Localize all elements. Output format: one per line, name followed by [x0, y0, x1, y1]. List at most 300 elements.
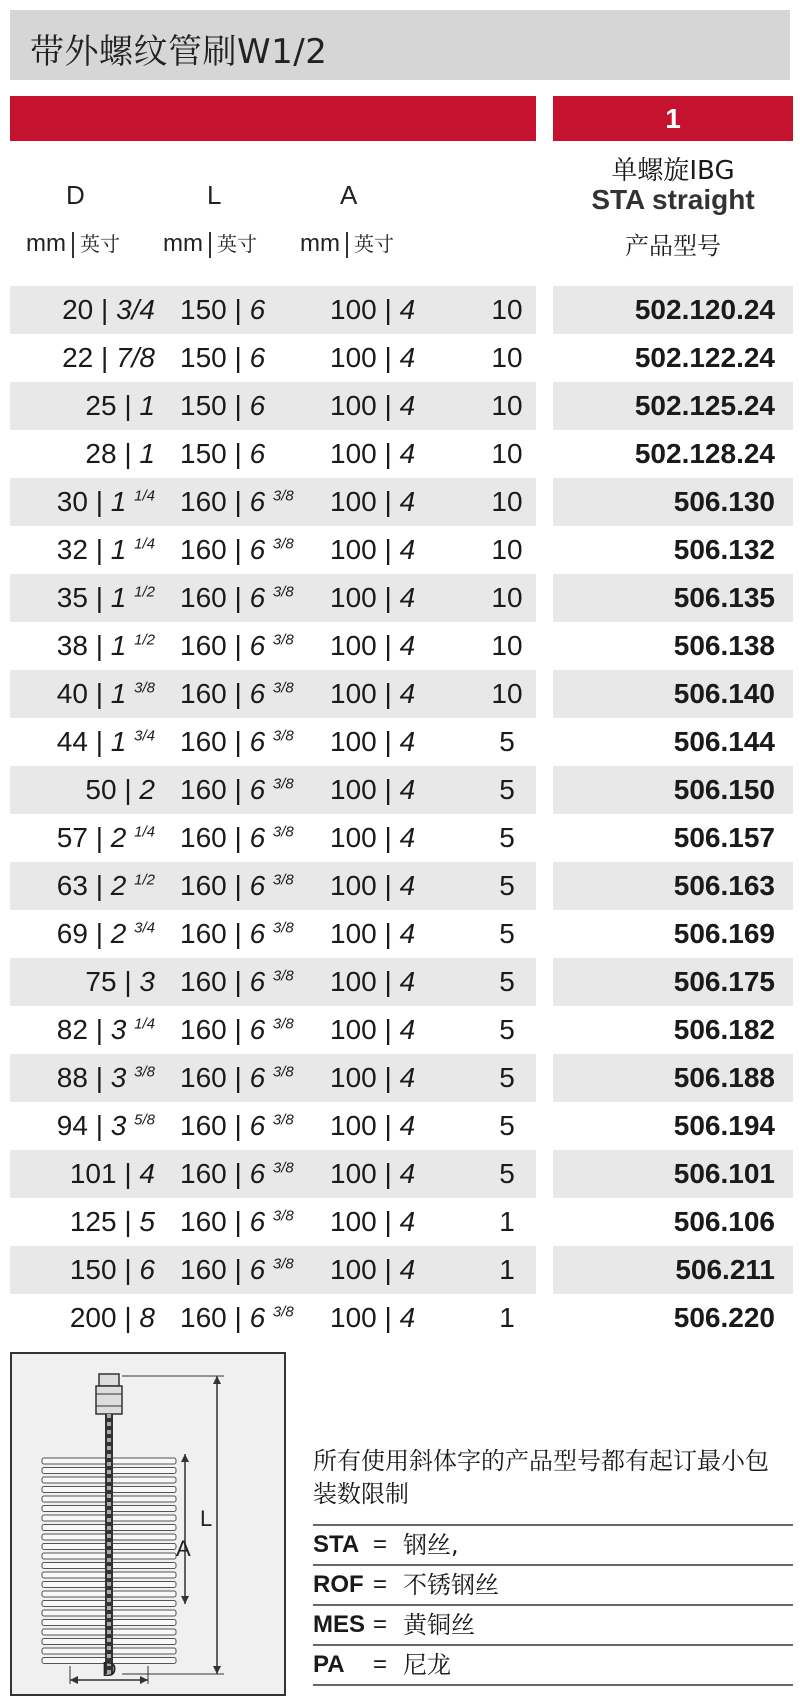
l-inch: 6 [249, 1206, 266, 1237]
l-inch-fraction: 3/8 [272, 727, 294, 745]
table-row [10, 574, 793, 622]
d-inch: 1 [139, 438, 155, 469]
l-mm: 160 [180, 822, 227, 853]
cell-d: 69 | 2 $^{3/4}$ [56, 918, 155, 949]
a-inch: 4 [399, 1302, 416, 1333]
cell-a: 100 | 4 [330, 678, 416, 709]
cell-a: 100 | 4 [330, 822, 416, 853]
header-d: D [66, 180, 85, 210]
cell-a: 100 | 4 [330, 630, 416, 661]
cell-qty: 10 [491, 438, 523, 469]
a-mm: 100 [330, 774, 377, 805]
a-mm: 100 [330, 534, 377, 565]
cell-qty: 10 [491, 678, 523, 709]
cell-qty: 10 [491, 582, 523, 613]
cell-part-number: 506.182 [673, 1014, 775, 1045]
table-row [10, 382, 793, 430]
a-mm: 100 [330, 870, 377, 901]
d-mm: 88 [56, 1062, 88, 1093]
cell-part-number: 506.138 [673, 630, 775, 661]
cell-part-number: 506.163 [673, 870, 775, 901]
legend-code: ROF [313, 1571, 364, 1598]
cell-d: 40 | 1 $^{3/8}$ [56, 678, 155, 709]
cell-qty: 10 [491, 630, 523, 661]
cell-qty: 5 [499, 966, 515, 997]
cell-a: 100 | 4 [330, 1158, 416, 1189]
header-right-line1: 单螺旋IBG [611, 156, 735, 186]
cell-part-number: 506.150 [673, 774, 775, 805]
unit-a [300, 228, 394, 258]
header-a: A [340, 180, 358, 210]
l-inch-fraction: 3/8 [272, 1303, 294, 1321]
cell-part-number: 506.132 [673, 534, 775, 565]
legend-code: MES [313, 1611, 366, 1638]
cell-d: 75 | 3 [85, 966, 155, 997]
a-inch: 4 [399, 486, 416, 517]
l-mm: 160 [180, 1254, 227, 1285]
l-inch-fraction: 3/8 [272, 775, 294, 793]
d-inch: 1 [110, 678, 127, 709]
cell-qty: 10 [491, 294, 523, 325]
l-mm: 160 [180, 1206, 227, 1237]
cell-qty: 10 [491, 390, 523, 421]
d-mm: 200 [69, 1302, 117, 1333]
cell-a: 100 | 4 [330, 1206, 416, 1237]
a-inch: 4 [399, 1254, 416, 1285]
cell-l: 150 | 6 [180, 342, 266, 373]
table-header-bar-right: 1 [553, 96, 793, 141]
d-mm: 57 [56, 822, 88, 853]
l-inch: 6 [249, 918, 266, 949]
table-row [10, 1102, 793, 1150]
a-mm: 100 [330, 486, 377, 517]
cell-a: 100 | 4 [330, 1014, 416, 1045]
unit-mm: mm [163, 230, 203, 257]
a-inch: 4 [399, 870, 416, 901]
cell-part-number: 506.140 [673, 678, 775, 709]
a-inch: 4 [399, 678, 416, 709]
cell-part-number: 506.169 [673, 918, 775, 949]
l-inch-fraction: 3/8 [272, 1111, 294, 1129]
cell-d: 28 | 1 [85, 438, 155, 469]
d-inch-fraction: 3/8 [134, 679, 155, 697]
a-inch: 4 [399, 1110, 416, 1141]
a-mm: 100 [330, 438, 377, 469]
a-inch: 4 [399, 1014, 416, 1045]
d-mm: 28 [85, 438, 117, 469]
l-inch-fraction: 3/8 [272, 583, 294, 601]
l-inch-fraction: 3/8 [272, 1255, 294, 1273]
unit-d [26, 228, 120, 258]
cell-a: 100 | 4 [330, 582, 416, 613]
d-inch: 3 [139, 966, 155, 997]
d-mm: 50 [85, 774, 117, 805]
l-mm: 160 [180, 630, 227, 661]
d-inch: 6 [139, 1254, 155, 1285]
cell-d: 38 | 1 $^{1/2}$ [56, 630, 155, 661]
cell-qty: 10 [491, 486, 523, 517]
cell-part-number: 506.101 [673, 1158, 775, 1189]
legend-code: PA [313, 1651, 345, 1678]
cell-a: 100 | 4 [330, 774, 416, 805]
cell-l: 160 | 6 $^{3/8}$ [180, 630, 294, 661]
legend-code: STA [313, 1531, 360, 1558]
a-mm: 100 [330, 390, 377, 421]
table-row [10, 670, 793, 718]
l-inch: 6 [249, 630, 266, 661]
d-mm: 75 [85, 966, 117, 997]
l-inch: 6 [249, 870, 266, 901]
cell-qty: 10 [491, 534, 523, 565]
d-mm: 25 [85, 390, 117, 421]
d-inch: 2 [110, 918, 127, 949]
cell-qty: 1 [499, 1302, 515, 1333]
l-mm: 160 [180, 1158, 227, 1189]
legend-description: 钢丝, [403, 1531, 459, 1559]
d-mm: 69 [56, 918, 88, 949]
cell-d: 50 | 2 [85, 774, 155, 805]
a-mm: 100 [330, 294, 377, 325]
unit-l [163, 228, 257, 258]
legend-equals: = [373, 1571, 388, 1598]
d-inch: 1 [110, 630, 127, 661]
table-row [10, 1198, 793, 1246]
cell-d: 32 | 1 $^{1/4}$ [56, 534, 155, 565]
table-row [10, 814, 793, 862]
cell-l: 160 | 6 $^{3/8}$ [180, 822, 294, 853]
d-inch: 3 [110, 1110, 127, 1141]
cell-a: 100 | 4 [330, 1062, 416, 1093]
cell-d: 30 | 1 $^{1/4}$ [56, 486, 155, 517]
cell-part-number: 506.106 [673, 1206, 775, 1237]
l-mm: 160 [180, 870, 227, 901]
note-text: 所有使用斜体字的产品型号都有起订最小包装数限制 [313, 1447, 769, 1508]
l-mm: 160 [180, 918, 227, 949]
cell-part-number: 506.211 [675, 1254, 775, 1285]
d-mm: 82 [56, 1014, 88, 1045]
cell-a: 100 | 4 [330, 1302, 416, 1333]
d-inch: 1 [110, 486, 127, 517]
d-inch: 8 [139, 1302, 155, 1333]
cell-qty: 1 [499, 1206, 515, 1237]
d-mm: 150 [69, 1254, 117, 1285]
diagram-label-l: L [200, 1506, 213, 1531]
a-inch: 4 [399, 534, 416, 565]
legend-description: 黄铜丝 [403, 1611, 475, 1639]
header-right-line2: STA straight [591, 184, 755, 215]
diagram-label-a: A [176, 1536, 191, 1561]
cell-l: 160 | 6 $^{3/8}$ [180, 726, 294, 757]
cell-part-number: 506.130 [673, 486, 775, 517]
a-mm: 100 [330, 1062, 377, 1093]
cell-part-number: 506.220 [673, 1302, 775, 1333]
diagram-label-d: D [102, 1659, 117, 1681]
cell-l: 150 | 6 [180, 438, 266, 469]
cell-l: 160 | 6 $^{3/8}$ [180, 582, 294, 613]
cell-qty: 5 [499, 918, 515, 949]
legend-row [313, 1524, 793, 1564]
l-inch-fraction: 3/8 [272, 823, 294, 841]
l-inch: 6 [249, 534, 266, 565]
cell-a: 100 | 4 [330, 1110, 416, 1141]
d-inch: 2 [110, 822, 127, 853]
cell-d: 125 | 5 [69, 1206, 155, 1237]
cell-l: 160 | 6 $^{3/8}$ [180, 966, 294, 997]
d-inch-fraction: 1/4 [134, 487, 155, 505]
cell-qty: 5 [499, 870, 515, 901]
d-inch: 3 [110, 1014, 127, 1045]
d-mm: 63 [56, 870, 88, 901]
cell-a: 100 | 4 [330, 486, 416, 517]
d-mm: 94 [56, 1110, 88, 1141]
d-inch: 3/4 [116, 294, 155, 325]
d-inch: 3 [110, 1062, 127, 1093]
legend-equals: = [373, 1651, 388, 1678]
cell-a: 100 | 4 [330, 438, 416, 469]
l-inch-fraction: 3/8 [272, 1159, 294, 1177]
cell-l: 160 | 6 $^{3/8}$ [180, 678, 294, 709]
cell-a: 100 | 4 [330, 1254, 416, 1285]
l-mm: 150 [180, 342, 227, 373]
d-inch-fraction: 1/2 [134, 871, 155, 889]
d-inch: 1 [110, 534, 127, 565]
unit-divider [72, 232, 74, 258]
d-mm: 125 [69, 1206, 117, 1237]
a-mm: 100 [330, 966, 377, 997]
d-mm: 35 [56, 582, 88, 613]
l-inch: 6 [249, 726, 266, 757]
cell-qty: 5 [499, 1062, 515, 1093]
d-mm: 44 [56, 726, 88, 757]
l-inch: 6 [249, 582, 266, 613]
d-mm: 38 [56, 630, 88, 661]
table-row [10, 766, 793, 814]
d-inch: 5 [139, 1206, 155, 1237]
table-header-bar-left [10, 96, 536, 141]
cell-qty: 5 [499, 726, 515, 757]
table-row [10, 1054, 793, 1102]
l-mm: 160 [180, 1062, 227, 1093]
cell-d: 63 | 2 $^{1/2}$ [56, 870, 155, 901]
a-inch: 4 [399, 918, 416, 949]
a-inch: 4 [399, 822, 416, 853]
cell-l: 160 | 6 $^{3/8}$ [180, 1206, 294, 1237]
a-mm: 100 [330, 1302, 377, 1333]
l-inch: 6 [249, 486, 266, 517]
cell-d: 101 | 4 [69, 1158, 155, 1189]
d-inch-fraction: 1/4 [134, 1015, 155, 1033]
unit-inch: 英寸 [353, 232, 394, 256]
d-inch: 1 [110, 726, 127, 757]
a-mm: 100 [330, 1110, 377, 1141]
cell-qty: 5 [499, 1014, 515, 1045]
title-bar [10, 10, 790, 80]
brush-diagram [10, 1352, 286, 1696]
l-mm: 160 [180, 966, 227, 997]
cell-a: 100 | 4 [330, 534, 416, 565]
table-row [10, 622, 793, 670]
cell-part-number: 502.120.24 [634, 294, 775, 325]
table-row [10, 1246, 793, 1294]
d-inch-fraction: 1/4 [134, 535, 155, 553]
d-inch-fraction: 1/2 [134, 631, 155, 649]
unit-inch: 英寸 [216, 232, 257, 256]
l-inch: 6 [249, 1110, 266, 1141]
d-mm: 32 [56, 534, 88, 565]
cell-d: 200 | 8 [69, 1302, 155, 1333]
table-row [10, 1150, 793, 1198]
l-inch: 6 [249, 678, 266, 709]
table-row [10, 958, 793, 1006]
cell-l: 160 | 6 $^{3/8}$ [180, 486, 294, 517]
d-inch-fraction: 3/8 [134, 1063, 155, 1081]
cell-qty: 5 [499, 822, 515, 853]
l-inch-fraction: 3/8 [272, 1207, 294, 1225]
cell-qty: 5 [499, 774, 515, 805]
l-inch-fraction: 3/8 [272, 871, 294, 889]
a-inch: 4 [399, 1206, 416, 1237]
d-inch: 2 [139, 774, 155, 805]
cell-a: 100 | 4 [330, 966, 416, 997]
cell-l: 160 | 6 $^{3/8}$ [180, 1062, 294, 1093]
d-inch-fraction: 3/4 [134, 727, 155, 745]
l-inch-fraction: 3/8 [272, 535, 294, 553]
a-inch: 4 [399, 390, 416, 421]
cell-qty: 10 [491, 342, 523, 373]
table-row [10, 478, 793, 526]
l-mm: 160 [180, 1110, 227, 1141]
l-mm: 160 [180, 582, 227, 613]
cell-d: 20 | 3/4 [62, 294, 155, 325]
cell-a: 100 | 4 [330, 342, 416, 373]
d-mm: 101 [69, 1158, 117, 1189]
a-inch: 4 [399, 582, 416, 613]
cell-part-number: 502.122.24 [634, 342, 775, 373]
l-inch: 6 [249, 1254, 266, 1285]
a-mm: 100 [330, 918, 377, 949]
d-inch-fraction: 5/8 [134, 1111, 155, 1129]
l-inch: 6 [249, 1158, 266, 1189]
l-mm: 160 [180, 774, 227, 805]
a-mm: 100 [330, 630, 377, 661]
cell-a: 100 | 4 [330, 870, 416, 901]
l-mm: 160 [180, 726, 227, 757]
table-row [10, 430, 793, 478]
a-mm: 100 [330, 1158, 377, 1189]
a-inch: 4 [399, 1062, 416, 1093]
cell-l: 150 | 6 [180, 294, 266, 325]
l-inch-fraction: 3/8 [272, 631, 294, 649]
d-mm: 40 [56, 678, 88, 709]
l-inch: 6 [249, 774, 266, 805]
d-mm: 22 [62, 342, 94, 373]
a-mm: 100 [330, 1254, 377, 1285]
cell-l: 160 | 6 $^{3/8}$ [180, 1110, 294, 1141]
a-inch: 4 [399, 342, 416, 373]
cell-l: 160 | 6 $^{3/8}$ [180, 774, 294, 805]
a-mm: 100 [330, 1014, 377, 1045]
l-inch-fraction: 3/8 [272, 487, 294, 505]
legend-equals: = [373, 1531, 388, 1558]
d-mm: 20 [62, 294, 94, 325]
cell-l: 160 | 6 $^{3/8}$ [180, 1302, 294, 1333]
d-inch-fraction: 1/4 [134, 823, 155, 841]
d-inch: 1 [139, 390, 155, 421]
unit-inch: 英寸 [79, 232, 120, 256]
l-inch: 6 [249, 342, 266, 373]
l-inch: 6 [249, 390, 266, 421]
l-inch: 6 [249, 1062, 266, 1093]
d-inch-fraction: 1/2 [134, 583, 155, 601]
cell-d: 82 | 3 $^{1/4}$ [56, 1014, 155, 1045]
legend-description: 尼龙 [403, 1651, 451, 1679]
cell-d: 150 | 6 [69, 1254, 155, 1285]
cell-part-number: 506.157 [673, 822, 775, 853]
a-mm: 100 [330, 582, 377, 613]
cell-l: 160 | 6 $^{3/8}$ [180, 1158, 294, 1189]
table-row [10, 1294, 793, 1342]
l-inch: 6 [249, 822, 266, 853]
cell-l: 160 | 6 $^{3/8}$ [180, 918, 294, 949]
a-mm: 100 [330, 822, 377, 853]
header-l: L [207, 180, 222, 210]
legend-equals: = [373, 1611, 388, 1638]
unit-divider [346, 232, 348, 258]
a-inch: 4 [399, 774, 416, 805]
cell-d: 35 | 1 $^{1/2}$ [56, 582, 155, 613]
d-inch: 7/8 [116, 342, 155, 373]
cell-l: 160 | 6 $^{3/8}$ [180, 534, 294, 565]
table-row [10, 526, 793, 574]
unit-mm: mm [300, 230, 340, 257]
a-inch: 4 [399, 438, 416, 469]
unit-divider [209, 232, 211, 258]
table-row [10, 1006, 793, 1054]
a-inch: 4 [399, 966, 416, 997]
d-inch: 2 [110, 870, 127, 901]
d-mm: 30 [56, 486, 88, 517]
l-mm: 160 [180, 678, 227, 709]
cell-part-number: 506.135 [673, 582, 775, 613]
page-title: 带外螺纹管刷W1/2 [30, 32, 328, 72]
l-inch: 6 [249, 294, 266, 325]
l-mm: 150 [180, 294, 227, 325]
cell-part-number: 506.175 [673, 966, 775, 997]
cell-part-number: 506.144 [673, 726, 775, 757]
l-mm: 150 [180, 390, 227, 421]
l-inch: 6 [249, 438, 266, 469]
l-inch-fraction: 3/8 [272, 919, 294, 937]
cell-a: 100 | 4 [330, 294, 416, 325]
unit-mm: mm [26, 230, 66, 257]
a-inch: 4 [399, 726, 416, 757]
table-row [10, 910, 793, 958]
cell-d: 22 | 7/8 [62, 342, 155, 373]
l-inch: 6 [249, 966, 266, 997]
l-inch: 6 [249, 1302, 266, 1333]
l-mm: 160 [180, 1302, 227, 1333]
legend-row [313, 1644, 793, 1686]
l-inch-fraction: 3/8 [272, 1015, 294, 1033]
cell-d: 25 | 1 [85, 390, 155, 421]
legend-row [313, 1564, 793, 1604]
cell-d: 57 | 2 $^{1/4}$ [56, 822, 155, 853]
l-inch-fraction: 3/8 [272, 967, 294, 985]
legend-description: 不锈钢丝 [403, 1571, 499, 1599]
l-inch: 6 [249, 1014, 266, 1045]
cell-qty: 5 [499, 1110, 515, 1141]
d-inch: 4 [139, 1158, 155, 1189]
